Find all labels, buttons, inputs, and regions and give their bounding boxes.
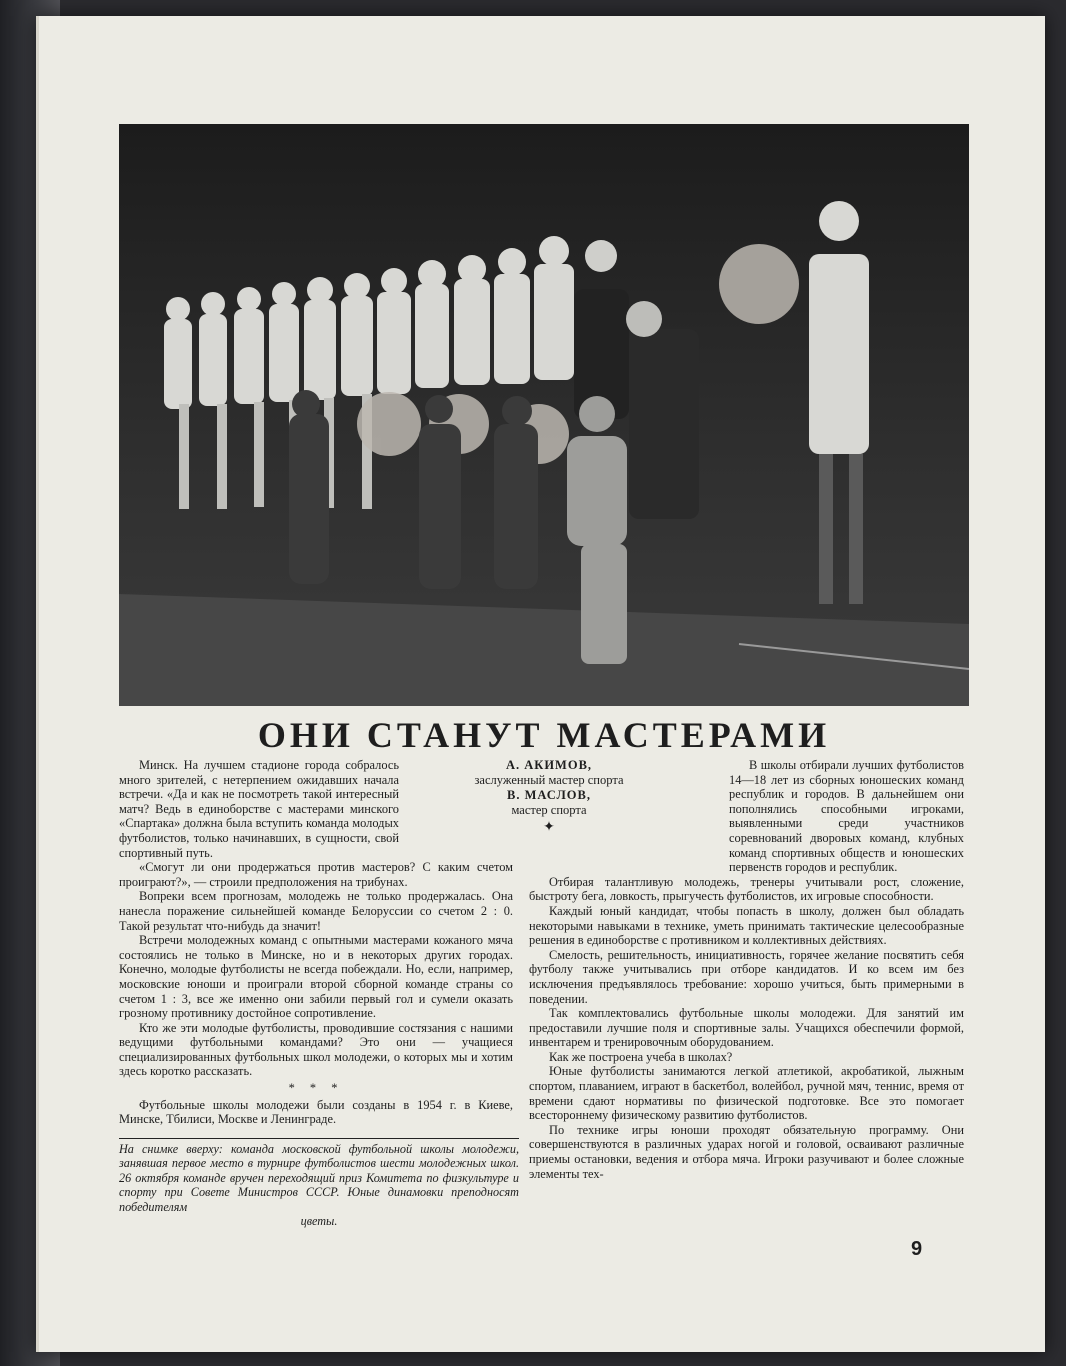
team-photo-illustration (119, 124, 969, 706)
paragraph: Минск. На лучшем стадионе города собралось много зрителей, с нетерпением ожидавших начала встречи. «Да и как не посмотреть такой интересный матч? Ведь в единоборстве с мастерами минского «Спартака» должна была вступить команда молодых футболистов, только начинавших, в сущности, свой спортивный путь. (119, 758, 399, 860)
team-photo (119, 124, 969, 706)
paragraph: По технике игры юноши проходят обязательную программу. Они совершенствуются в различных ударах ногой и головой, осваивают различные приемы остановки, ведения и отбора мяча. Игроки разучивают и более сложные элементы тех- (529, 1122, 964, 1181)
paragraph: «Смогут ли они продержаться против мастеров? С каким счетом проиграют?», — строили предположения на трибунах. (119, 860, 513, 889)
paragraph: Смелость, решительность, инициативность, горячее желание посвятить себя футболу также учитывались при отборе кандидатов. И ко всем им без исключения предъявлялось требование: хорошо учиться, быть примерными в поведении. (529, 947, 964, 1006)
magazine-page (36, 16, 1045, 1352)
paragraph: Футбольные школы молодежи были созданы в 1954 г. в Киеве, Минске, Тбилиси, Москве и Ленинграде. (119, 1097, 513, 1127)
diamond-divider-icon: ✦ (543, 820, 555, 835)
paragraph: Каждый юный кандидат, чтобы попасть в школу, должен был обладать некоторыми навыками в технике, уметь принимать тактические целесообразные решения в единоборстве с противником и коллективных действиях. (529, 903, 964, 948)
article-headline: ОНИ СТАНУТ МАСТЕРАМИ (257, 715, 831, 755)
paragraph: Кто же эти молодые футболисты, проводившие состязания с нашими ведущими футбольными командами? Это они — учащиеся специализированных футбольных школ молодежи, о которых мы и хотим здесь коротко рассказать. (119, 1020, 513, 1079)
author-1-title: заслуженный мастер спорта (474, 773, 624, 787)
paragraph: Вопреки всем прогнозам, молодежь не только продержалась. Она нанесла поражение сильнейшей команде Белоруссии со счетом 2 : 0. Такой результат что-нибудь да значит! (119, 889, 513, 933)
section-separator: * * * (288, 1081, 344, 1096)
author-1-name: А. АКИМОВ, (505, 758, 593, 772)
caption-text: На снимке вверху: команда московской футбольной школы молодежи, занявшая первое место в турнире футболистов шести молодежных школ. 26 октября команде вручен переходящий приз Комитета по физкультуре и спорту при Совете Министров СССР. Юные динамовки преподносят победителям (119, 1142, 519, 1214)
text-column-right (529, 758, 964, 1181)
caption-end: цветы. (300, 1214, 338, 1229)
text-column-left (119, 758, 513, 1127)
paragraph: Отбирая талантливую молодежь, тренеры учитывали рост, сложение, быстроту бега, ловкость, прыгучесть футболистов, их игровые способности. (529, 874, 964, 904)
paragraph: Как же построена учеба в школах? (549, 1049, 733, 1064)
paragraph: Встречи молодежных команд с опытными мастерами кожаного мяча состоялись не только в Минске, но и в некоторых других городах. Конечно, молодые футболисты не всегда побеждали. Но, если, например, московские юноши и проиграли второй сборной команде страны со счетом 1 : 3, все же именно они забили первый гол и сумели оказать грозному противнику достойное сопротивление. (119, 933, 513, 1021)
paragraph: Юные футболисты занимаются легкой атлетикой, акробатикой, лыжным спортом, плаванием, играют в баскетбол, волейбол, ручной мяч, теннис, время от времени сдают нормативы по физической подготовке. Все это помогает всестороннему физическому развитию футболистов. (529, 1064, 964, 1123)
paragraph: Так комплектовались футбольные школы молодежи. Для занятий им предоставили лучшие поля и спортивные залы. Учащихся обеспечили формой, инвентарем и тренировочным оборудованием. (529, 1006, 964, 1050)
author-2-name: В. МАСЛОВ, (506, 788, 591, 802)
page-number: 9 (911, 1238, 923, 1260)
photo-caption (119, 1138, 519, 1228)
author-2-title: мастер спорта (511, 803, 587, 817)
paragraph: В школы отбирали лучших футболистов 14—18 лет из сборных юношеских команд республик и городов. В дальнейшем они пополнялись способными игроками, выявленными среди участников соревнований дворовых команд, клубных команд спортивных обществ и юношеских первенств городов и республик. (729, 758, 964, 875)
